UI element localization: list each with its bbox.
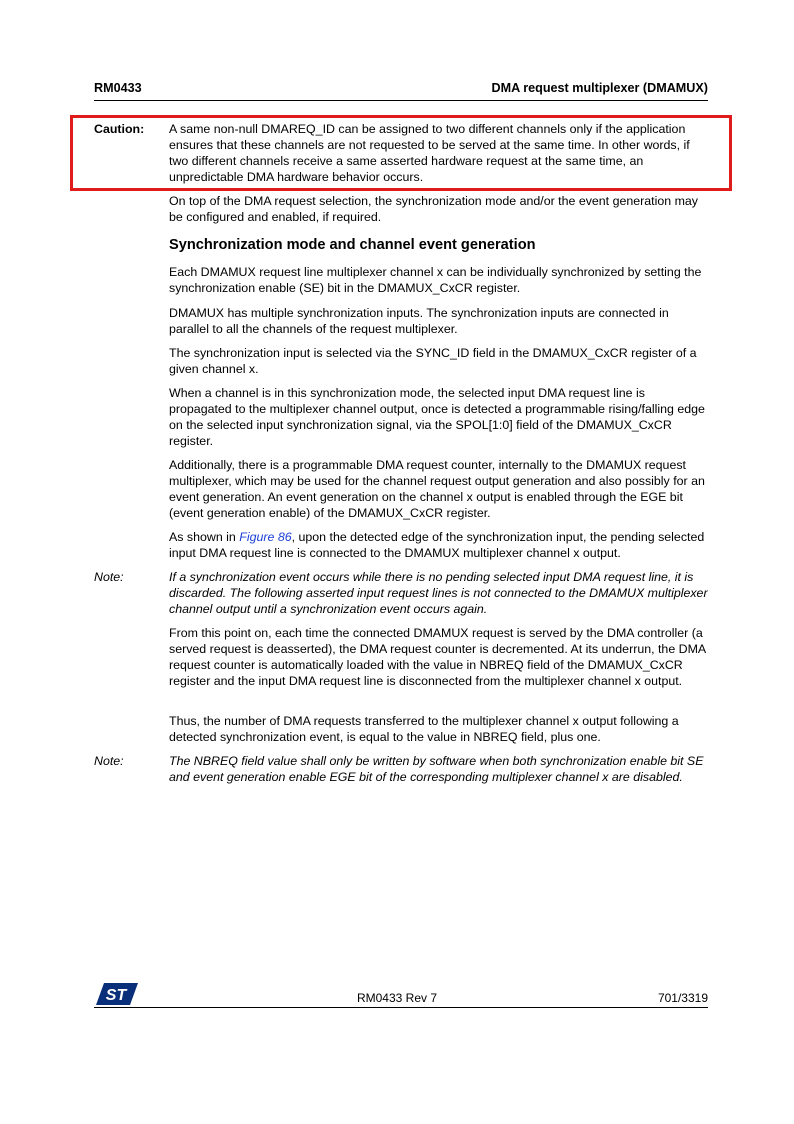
paragraph-1: On top of the DMA request selection, the synchronization mode and/or the event generation may be configured and enabled, if required. bbox=[169, 194, 698, 224]
footer-revision: RM0433 Rev 7 bbox=[356, 991, 438, 1005]
footer-rule bbox=[94, 1007, 708, 1008]
note-2-label: Note: bbox=[94, 754, 124, 768]
paragraph-7 bbox=[169, 529, 709, 561]
svg-text:ST: ST bbox=[105, 987, 127, 1004]
paragraph-7-end: , upon the detected edge of the synchronization input, the pending selected input DMA request line is connected to the DMAMUX multiplexer channel x output. bbox=[169, 530, 705, 560]
caution-label: Caution: bbox=[94, 122, 145, 136]
note-1-label: Note: bbox=[94, 570, 124, 584]
paragraph-9: Thus, the number of DMA requests transferred to the multiplexer channel x output following a detected synchronization event, is equal to the value in NBREQ field, plus one. bbox=[169, 714, 679, 744]
header-rule bbox=[94, 100, 708, 101]
paragraph-8: From this point on, each time the connected DMAMUX request is served by the DMA controller (a served request is deasserted), the DMA request counter is decremented. At its underrun, the DMA request counter is automatically loaded with the value in NBREQ field of the DMAMUX_CxCR register and the input DMA request line is disconnected from the multiplexer channel x output. bbox=[169, 626, 706, 688]
paragraph-4: The synchronization input is selected via the SYNC_ID field in the DMAMUX_CxCR register of a given channel x. bbox=[169, 346, 697, 376]
page-header-left: RM0433 bbox=[94, 81, 142, 95]
footer-page-number: 701/3319 bbox=[657, 991, 708, 1005]
paragraph-3: DMAMUX has multiple synchronization inputs. The synchronization inputs are connected in parallel to all the channels of the request multiplexer. bbox=[169, 306, 669, 336]
note-1-text: If a synchronization event occurs while there is no pending selected input DMA request line, it is discarded. The following asserted input request lines is not connected to the DMAMUX multiplexer channel output until a synchronization event occurs again. bbox=[169, 570, 708, 616]
section-heading: Synchronization mode and channel event generation bbox=[169, 237, 536, 253]
paragraph-6: Additionally, there is a programmable DMA request counter, internally to the DMAMUX request multiplexer, which may be used for the channel request output generation and also possibly for an event generation. An event generation on the channel x output is enabled through the EGE bit (event generation enable) of the DMAMUX_CxCR register. bbox=[169, 458, 705, 520]
paragraph-7-start: As shown in bbox=[169, 530, 240, 544]
paragraph-5: When a channel is in this synchronization mode, the selected input DMA request line is propagated to the multiplexer channel output, once is detected a programmable rising/falling edge on the selected input synchronization signal, via the SPOL[1:0] field of the DMAMUX_CxCR register. bbox=[169, 386, 705, 448]
paragraph-2: Each DMAMUX request line multiplexer channel x can be individually synchronized by setting the synchronization enable (SE) bit in the DMAMUX_CxCR register. bbox=[169, 265, 702, 295]
figure-86-link[interactable]: Figure 86 bbox=[239, 530, 292, 544]
page-header-right: DMA request multiplexer (DMAMUX) bbox=[491, 81, 708, 95]
note-2-text: The NBREQ field value shall only be written by software when both synchronization enable bit SE and event generation enable EGE bit of the corresponding multiplexer channel x are disabled. bbox=[169, 754, 704, 784]
caution-text: A same non-null DMAREQ_ID can be assigned to two different channels only if the application ensures that these channels are not requested to be served at the same time. In other words, if two different channels receive a same asserted hardware request at the same time, an unpredictable DMA hardware behavior occurs. bbox=[169, 122, 690, 184]
